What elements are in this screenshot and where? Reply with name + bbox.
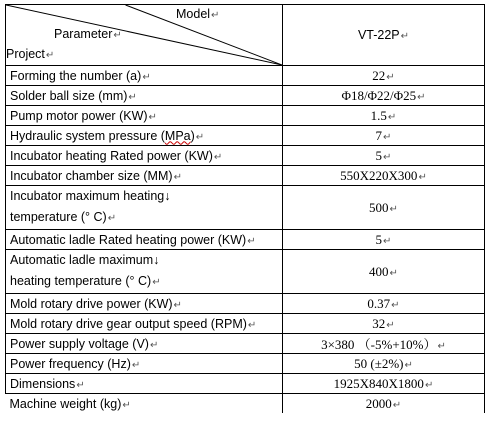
param-cell: Forming the number (a)↵ (6, 66, 283, 86)
value-cell: 5↵ (283, 230, 485, 250)
parameter-label: Parameter↵ (54, 27, 122, 41)
spellcheck-flag: MPa (164, 128, 191, 143)
param-cell: Automatic ladle Rated heating power (KW)↵ (6, 230, 283, 250)
table-row (6, 314, 485, 334)
param-cell: Machine weight (kg)↵ (6, 394, 283, 414)
param-cell: Incubator heating Rated power (KW)↵ (6, 146, 283, 166)
param-cell: Incubator chamber size (MM)↵ (6, 166, 283, 186)
value-cell: Φ18/Φ22/Φ25↵ (283, 86, 485, 106)
table-row (6, 230, 485, 250)
value-cell: 1.5↵ (283, 106, 485, 126)
value-cell: 550X220X300↵ (283, 166, 485, 186)
value-cell: 0.37↵ (283, 294, 485, 314)
value-cell: 2000↵ (283, 394, 485, 414)
table-row (6, 166, 485, 186)
table-header-row (6, 5, 485, 66)
table-row (6, 250, 485, 294)
table-row (6, 146, 485, 166)
param-cell: Dimensions↵ (6, 374, 283, 394)
param-cell: Solder ball size (mm)↵ (6, 86, 283, 106)
table-row (6, 294, 485, 314)
value-cell: 5↵ (283, 146, 485, 166)
value-cell: 50 (±2%)↵ (283, 354, 485, 374)
table-row (6, 394, 485, 414)
table-row (6, 106, 485, 126)
value-cell: 1925X840X1800↵ (283, 374, 485, 394)
value-cell: 500↵ (283, 186, 485, 230)
table-row (6, 186, 485, 230)
value-cell: 400↵ (283, 250, 485, 294)
table-row (6, 126, 485, 146)
specification-table (5, 4, 485, 413)
table-row (6, 374, 485, 394)
table-row (6, 86, 485, 106)
param-cell: Power supply voltage (V)↵ (6, 334, 283, 354)
model-value-cell: VT-22P↵ (283, 5, 485, 66)
param-cell: Mold rotary drive gear output speed (RPM)↵ (6, 314, 283, 334)
param-cell: Automatic ladle maximum↓ heating temperature (° C)↵ (6, 250, 283, 294)
param-cell: Incubator maximum heating↓ temperature (° C)↵ (6, 186, 283, 230)
value-cell: 3×380 （-5%+10%）↵ (283, 334, 485, 354)
param-cell: Hydraulic system pressure (MPa)↵ (6, 126, 283, 146)
param-cell: Power frequency (Hz)↵ (6, 354, 283, 374)
table-row (6, 66, 485, 86)
model-label: Model↵ (176, 7, 220, 21)
value-cell: 22↵ (283, 66, 485, 86)
diagonal-header-cell (6, 5, 283, 66)
table-row (6, 334, 485, 354)
table-row (6, 354, 485, 374)
value-cell: 32↵ (283, 314, 485, 334)
value-cell: 7↵ (283, 126, 485, 146)
project-label: Project↵ (6, 47, 55, 61)
param-cell: Pump motor power (KW)↵ (6, 106, 283, 126)
param-cell: Mold rotary drive power (KW)↵ (6, 294, 283, 314)
